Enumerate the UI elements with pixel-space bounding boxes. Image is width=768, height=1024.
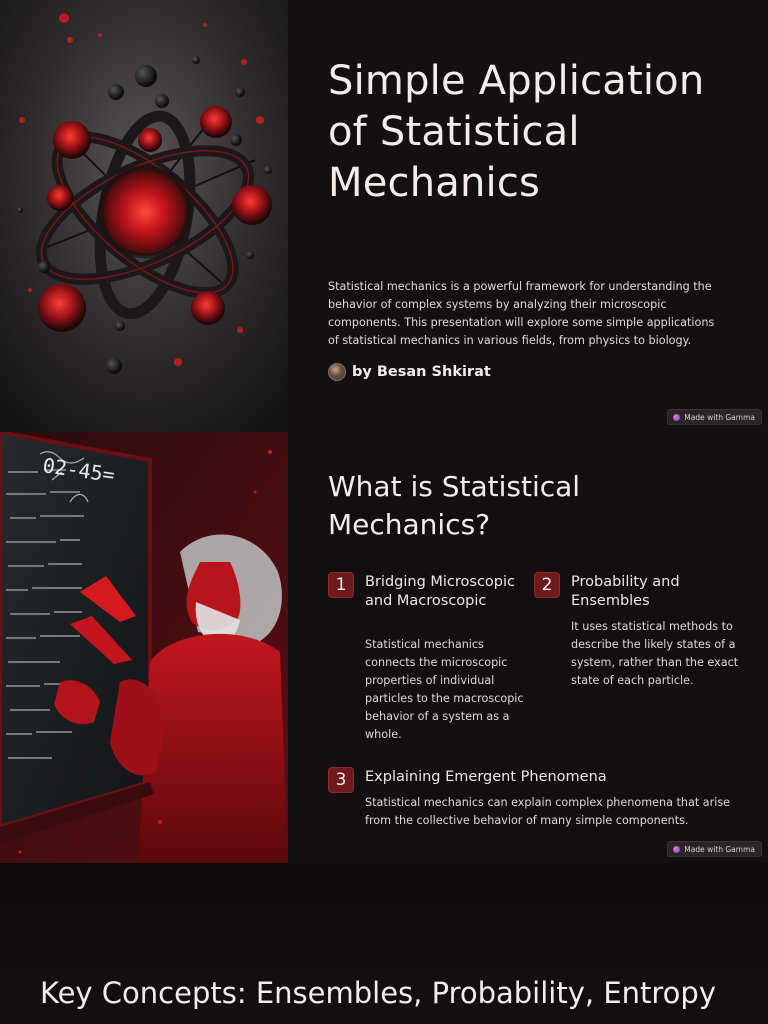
physicist-chalkboard-illustration	[0, 432, 288, 863]
badge-label: Made with Gamma	[684, 412, 755, 422]
avatar	[328, 363, 346, 381]
step-number-badge: 1	[328, 572, 354, 598]
step-body: Statistical mechanics can explain complex phenomena that arise from the collective behavior of many simple components.	[365, 796, 731, 827]
gamma-logo-icon	[673, 414, 680, 421]
made-with-gamma-badge[interactable]	[667, 841, 762, 857]
step-number-badge: 2	[534, 572, 560, 598]
title-slide	[0, 0, 768, 432]
section-title: What is Statistical Mechanics?	[328, 470, 581, 541]
atom-illustration	[0, 0, 288, 432]
key-concepts-slide	[0, 863, 768, 1024]
author-name: by Besan Shkirat	[352, 364, 491, 380]
section-title: Key Concepts: Ensembles, Probability, Entropy	[40, 976, 716, 1010]
step-heading: Bridging Microscopic and Macroscopic	[365, 574, 516, 609]
step-heading: Probability and Ensembles	[571, 574, 680, 609]
step-heading: Explaining Emergent Phenomena	[365, 769, 607, 785]
author-byline	[328, 361, 491, 383]
intro-description: Statistical mechanics is a powerful framework for understanding the behavior of complex systems by analyzing their microscopic components. This presentation will explore some simple applications of statistical mechanics in various fields, from physics to biology.	[328, 280, 715, 347]
step-number-badge: 3	[328, 767, 354, 793]
svg-text:02-45=: 02-45=	[41, 453, 117, 488]
definition-slide	[0, 432, 768, 863]
made-with-gamma-badge[interactable]	[667, 409, 762, 425]
gamma-logo-icon	[673, 846, 680, 853]
page-title: Simple Application of Statistical Mechanics	[328, 58, 705, 206]
step-body: It uses statistical methods to describe the likely states of a system, rather than the exact state of each particle.	[571, 620, 739, 687]
step-body: Statistical mechanics connects the microscopic properties of individual particles to the macroscopic behavior of a system as a whole.	[365, 638, 524, 741]
badge-label: Made with Gamma	[684, 844, 755, 854]
